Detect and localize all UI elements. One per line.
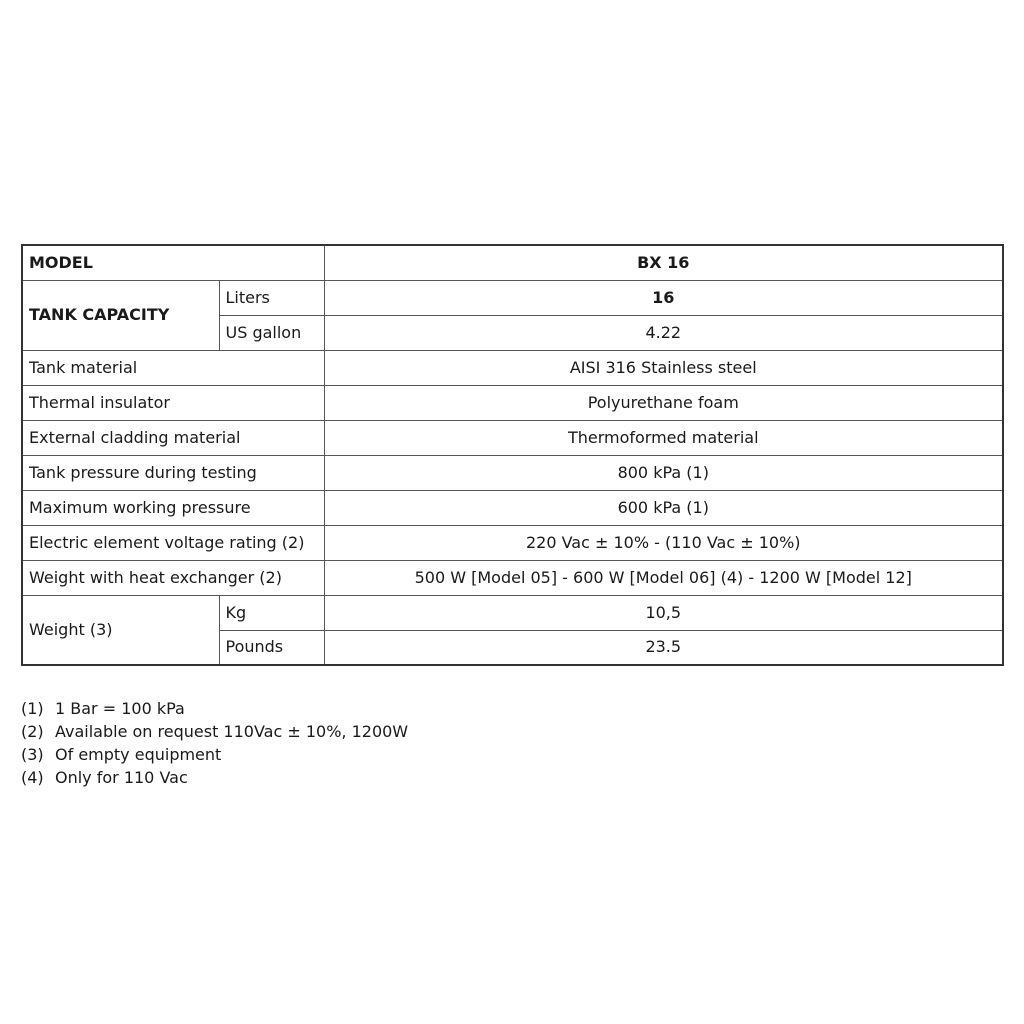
unit-label: Kg	[219, 595, 324, 630]
row-value: AISI 316 Stainless steel	[324, 350, 1003, 385]
row-value: Thermoformed material	[324, 420, 1003, 455]
row-value: 600 kPa (1)	[324, 490, 1003, 525]
footnote-text: Only for 110 Vac	[55, 768, 188, 787]
table-row	[22, 420, 1003, 455]
footnote-text: 1 Bar = 100 kPa	[55, 699, 185, 718]
weight-label: Weight (3)	[22, 595, 219, 665]
row-label: Weight with heat exchanger (2)	[22, 560, 324, 595]
footnote	[21, 766, 408, 789]
row-value: 220 Vac ± 10% - (110 Vac ± 10%)	[324, 525, 1003, 560]
unit-label: US gallon	[219, 315, 324, 350]
tank-capacity-label: TANK CAPACITY	[22, 280, 219, 350]
weight-pounds-value: 23.5	[324, 630, 1003, 665]
table-row	[22, 350, 1003, 385]
footnote-number: (1)	[21, 699, 44, 718]
unit-label: Pounds	[219, 630, 324, 665]
footnote	[21, 743, 408, 766]
capacity-gallon-value: 4.22	[324, 315, 1003, 350]
row-label: Maximum working pressure	[22, 490, 324, 525]
row-label: External cladding material	[22, 420, 324, 455]
row-label: Thermal insulator	[22, 385, 324, 420]
row-label: Tank pressure during testing	[22, 455, 324, 490]
model-label: MODEL	[22, 245, 324, 280]
row-value: Polyurethane foam	[324, 385, 1003, 420]
footnote-number: (2)	[21, 722, 44, 741]
table-row	[22, 525, 1003, 560]
table-row	[22, 490, 1003, 525]
footnote-text: Available on request 110Vac ± 10%, 1200W	[55, 722, 409, 741]
footnote-number: (3)	[21, 745, 44, 764]
table-row	[22, 455, 1003, 490]
row-label: Electric element voltage rating (2)	[22, 525, 324, 560]
row-label: Tank material	[22, 350, 324, 385]
footnote	[21, 697, 408, 720]
row-value: 500 W [Model 05] - 600 W [Model 06] (4) - 1200 W [Model 12]	[324, 560, 1003, 595]
footnote	[21, 720, 408, 743]
table-row	[22, 595, 1003, 630]
footnotes	[21, 697, 408, 789]
weight-kg-value: 10,5	[324, 595, 1003, 630]
row-value: 800 kPa (1)	[324, 455, 1003, 490]
capacity-liters-value: 16	[324, 280, 1003, 315]
model-value: BX 16	[324, 245, 1003, 280]
footnote-number: (4)	[21, 768, 44, 787]
table-row	[22, 385, 1003, 420]
table-row	[22, 280, 1003, 315]
footnote-text: Of empty equipment	[55, 745, 222, 764]
spec-table	[21, 244, 1004, 666]
unit-label: Liters	[219, 280, 324, 315]
table-row	[22, 245, 1003, 280]
table-row	[22, 560, 1003, 595]
